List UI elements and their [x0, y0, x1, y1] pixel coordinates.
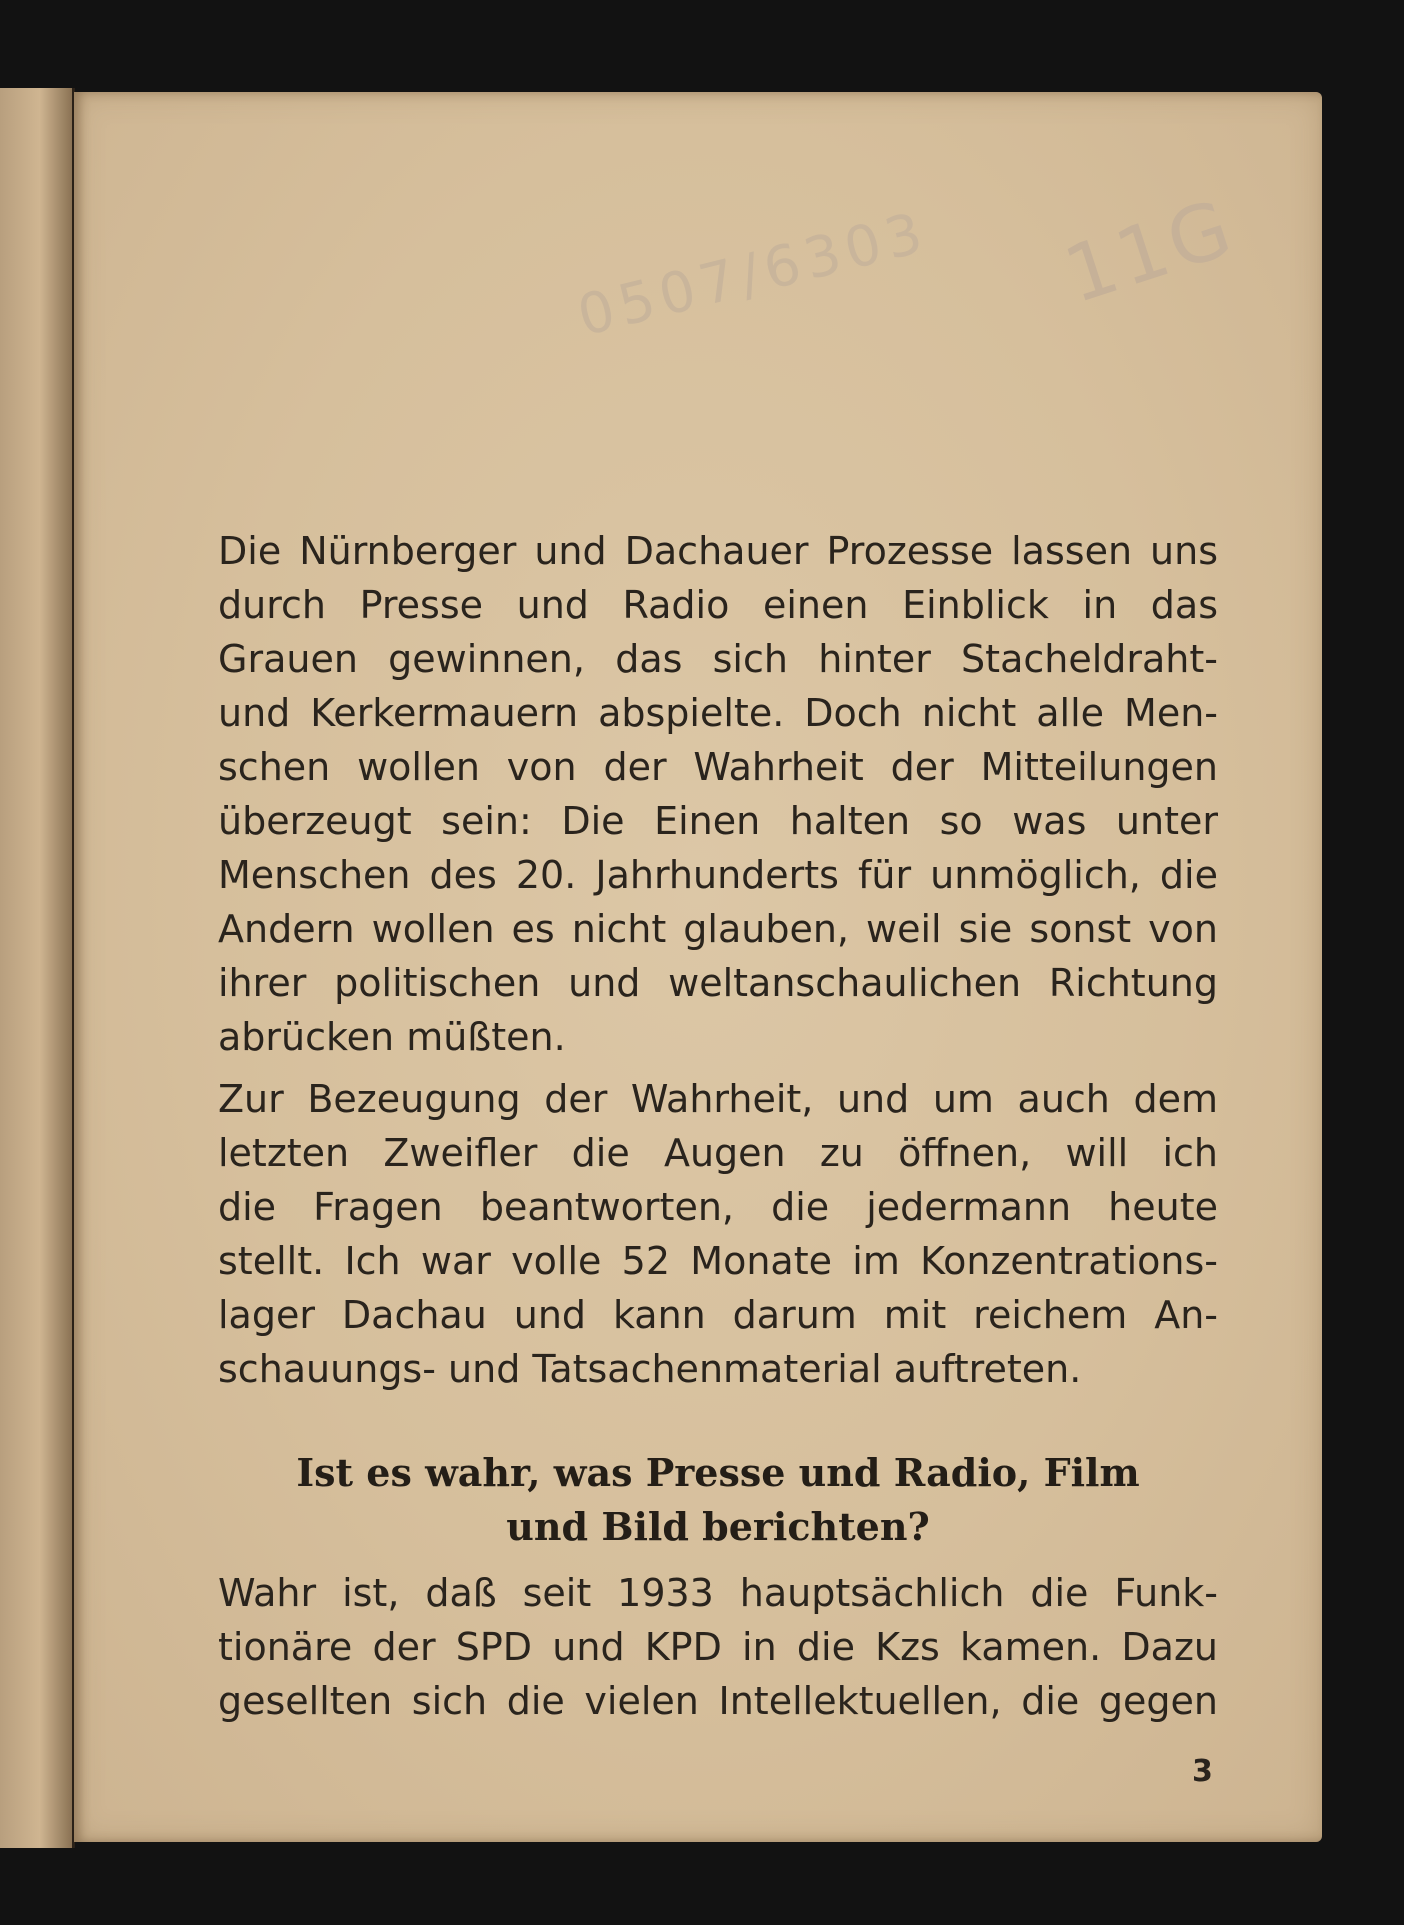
text-line: lager Dachau und kann darum mit reichem An- — [218, 1293, 1218, 1337]
paragraph-2 — [218, 1072, 1218, 1396]
text-line: stellt. Ich war volle 52 Monate im Konzentrations- — [218, 1239, 1218, 1283]
body-text — [218, 524, 1218, 1728]
text-line: ihrer politischen und weltanschaulichen Richtung — [218, 961, 1218, 1005]
text-line: Wahr ist, daß seit 1933 hauptsächlich die Funk- — [218, 1571, 1218, 1615]
book-page — [74, 92, 1322, 1842]
text-line: die Fragen beantworten, die jedermann heute — [218, 1185, 1218, 1229]
text-line: überzeugt sein: Die Einen halten so was unter — [218, 799, 1218, 843]
paragraph-3 — [218, 1566, 1218, 1728]
text-line: Andern wollen es nicht glauben, weil sie sonst von — [218, 907, 1218, 951]
archive-shelfmark: 0507/6303 — [571, 199, 935, 350]
section-heading — [218, 1446, 1218, 1554]
text-line: abrücken müßten. — [218, 1015, 566, 1059]
text-line: gesellten sich die vielen Intellektuellen, die gegen — [218, 1679, 1218, 1723]
text-line: Menschen des 20. Jahrhunderts für unmöglich, die — [218, 853, 1218, 897]
text-line: tionäre der SPD und KPD in die Kzs kamen. Dazu — [218, 1625, 1218, 1669]
page-number: 3 — [1192, 1754, 1213, 1789]
heading-line: Ist es wahr, was Presse und Radio, Film — [296, 1450, 1140, 1495]
text-line: und Kerkermauern abspielte. Doch nicht alle Men- — [218, 691, 1218, 735]
previous-page-edge — [0, 88, 75, 1848]
text-line: Zur Bezeugung der Wahrheit, und um auch dem — [218, 1077, 1218, 1121]
text-line: Die Nürnberger und Dachauer Prozesse lassen uns — [218, 529, 1218, 573]
text-line: letzten Zweifler die Augen zu öffnen, will ich — [218, 1131, 1218, 1175]
text-line: schauungs- und Tatsachenmaterial auftreten. — [218, 1347, 1082, 1391]
archive-corner-mark: 11G — [1054, 182, 1246, 322]
text-line: Grauen gewinnen, das sich hinter Stacheldraht- — [218, 637, 1218, 681]
text-line: schen wollen von der Wahrheit der Mitteilungen — [218, 745, 1218, 789]
paragraph-1 — [218, 524, 1218, 1064]
text-line: durch Presse und Radio einen Einblick in das — [218, 583, 1218, 627]
heading-line: und Bild berichten? — [506, 1504, 930, 1549]
